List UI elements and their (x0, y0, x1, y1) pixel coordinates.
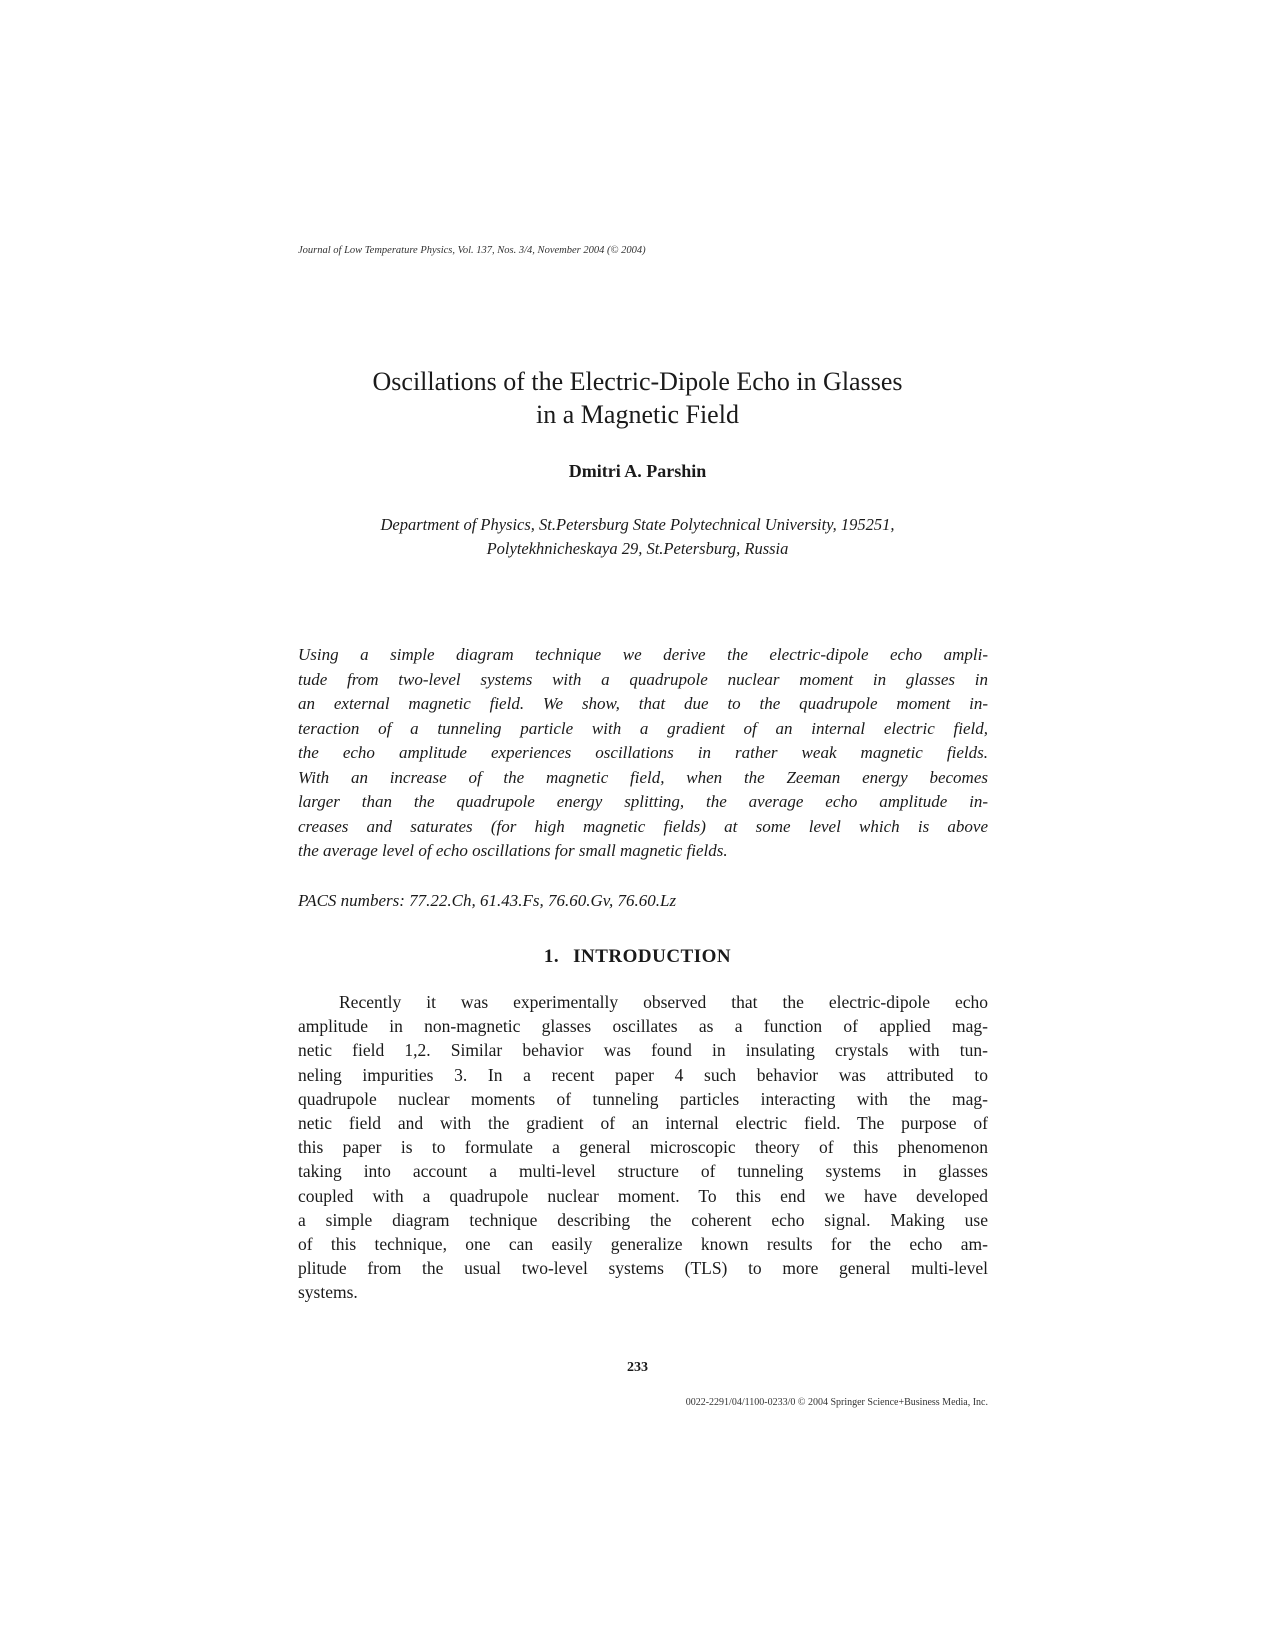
abstract-line: tude from two-level systems with a quadrupole nuclear moment in glasses in (298, 669, 988, 689)
body-line: of this technique, one can easily generalize known results for the echo am- (298, 1234, 988, 1255)
abstract-line: With an increase of the magnetic field, when the Zeeman energy becomes (298, 767, 988, 787)
affiliation-line-2: Polytekhnicheskaya 29, St.Petersburg, Russia (486, 539, 789, 558)
affiliation-line-1: Department of Physics, St.Petersburg State Polytechnical University, 195251, (380, 515, 895, 534)
journal-citation: Journal of Low Temperature Physics, Vol. 137, Nos. 3/4, November 2004 (© 2004) (298, 245, 646, 256)
section-number: 1. (543, 946, 560, 967)
paper-title-line-2: in a Magnetic Field (536, 400, 739, 429)
body-line: systems. (298, 1282, 358, 1303)
section-title: INTRODUCTION (573, 946, 732, 967)
page-number: 233 (627, 1360, 648, 1375)
body-line: netic field and with the gradient of an internal electric field. The purpose of (298, 1113, 988, 1134)
body-line: Recently it was experimentally observed that the electric-dipole echo (339, 992, 988, 1012)
introduction-body (298, 990, 988, 1305)
abstract-line: the echo amplitude experiences oscillations in rather weak magnetic fields. (298, 743, 988, 762)
body-line: this paper is to formulate a general microscopic theory of this phenomenon (298, 1137, 988, 1158)
abstract-line: teraction of a tunneling particle with a gradient of an internal electric field, (298, 718, 988, 738)
author-name: Dmitri A. Parshin (568, 461, 707, 481)
body-line: a simple diagram technique describing the coherent echo signal. Making use (298, 1209, 988, 1230)
abstract (298, 643, 988, 864)
paper-title-line-1: Oscillations of the Electric-Dipole Echo in Glasses (372, 367, 903, 396)
body-line: plitude from the usual two-level systems (TLS) to more general multi-level (298, 1258, 988, 1279)
paper-title (240, 365, 1035, 431)
body-line: quadrupole nuclear moments of tunneling particles interacting with the mag- (298, 1088, 988, 1109)
abstract-line: the average level of echo oscillations for small magnetic fields. (298, 841, 728, 860)
body-line: neling impurities 3. In a recent paper 4 such behavior was attributed to (298, 1064, 988, 1085)
abstract-line: an external magnetic field. We show, that due to the quadrupole moment in- (298, 694, 988, 713)
section-heading (240, 946, 1035, 968)
body-line: amplitude in non-magnetic glasses oscillates as a function of applied mag- (298, 1016, 988, 1037)
abstract-line: Using a simple diagram technique we derive the electric-dipole echo ampli- (298, 645, 988, 664)
affiliation (240, 513, 1035, 561)
pacs-numbers: PACS numbers: 77.22.Ch, 61.43.Fs, 76.60.Gv, 76.60.Lz (298, 891, 677, 910)
copyright-line: 0022-2291/04/1100-0233/0 © 2004 Springer Science+Business Media, Inc. (685, 1397, 988, 1408)
abstract-line: larger than the quadrupole energy splitting, the average echo amplitude in- (298, 792, 988, 811)
body-line: coupled with a quadrupole nuclear moment. To this end we have developed (298, 1185, 988, 1206)
body-line: netic field 1,2. Similar behavior was found in insulating crystals with tun- (298, 1040, 988, 1061)
body-line: taking into account a multi-level structure of tunneling systems in glasses (298, 1161, 988, 1182)
abstract-line: creases and saturates (for high magnetic fields) at some level which is above (298, 816, 988, 836)
